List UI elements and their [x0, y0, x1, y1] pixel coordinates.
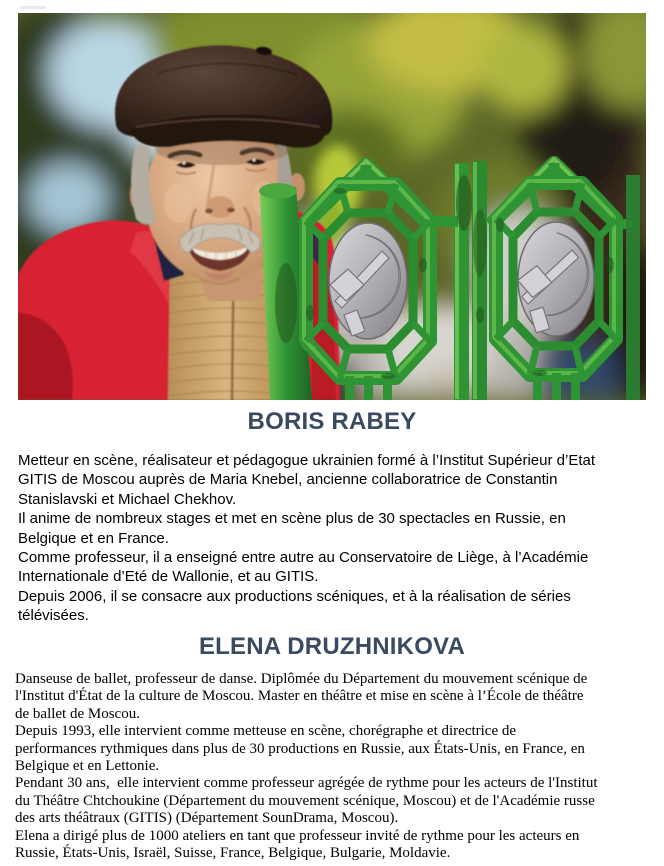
bio-line: Depuis 1993, elle intervient comme metteuse en scène, chorégraphe et directrice de — [15, 723, 517, 740]
scan-artifact — [20, 6, 46, 9]
bio-line: Belgique et en France. — [18, 529, 169, 547]
portrait-photo-svg — [18, 13, 646, 400]
bio-line: performances rythmiques dans plus de 30 productions en Russie, aux États-Unis, en France, en — [15, 740, 585, 757]
bio-elena — [15, 671, 598, 862]
portrait-photo — [18, 13, 646, 400]
bio-line: des arts théâtraux (GITIS) (Département SounDrama, Moscou). — [15, 810, 399, 827]
bio-line: Il anime de nombreux stages et met en scène plus de 30 spectacles en Russie, en — [18, 510, 566, 528]
bio-line: GITIS de Moscou auprès de Maria Knebel, ancienne collaboratrice de Constantin — [18, 471, 558, 489]
nose — [206, 196, 234, 218]
bio-line: Russie, États-Unis, Israël, Suisse, France, Belgique, Bulgarie, Moldavie. — [15, 845, 451, 862]
bio-line: de ballet de Moscou. — [15, 705, 140, 722]
bio-line: Pendant 30 ans, elle intervient comme professeur agrégée de rythme pour les acteurs de l'Institut — [15, 775, 598, 792]
bio-line: télévisées. — [18, 607, 89, 625]
bio-line: Metteur en scène, réalisateur et pédagogue ukrainien formé à l’Institut Supérieur d’Etat — [18, 452, 596, 469]
section-heading-boris: BORIS RABEY — [247, 408, 417, 435]
bio-line: Comme professeur, il a enseigné entre autre au Conservatoire de Liège, à l’Académie — [18, 549, 589, 567]
bio-line: Danseuse de ballet, professeur de danse. Diplômée du Département du mouvement scénique de — [15, 671, 588, 687]
bio-line: Internationale d’Eté de Wallonie, et au GITIS. — [18, 568, 319, 586]
bio-boris — [18, 451, 595, 626]
section-heading-elena: ELENA DRUZHNIKOVA — [198, 633, 466, 660]
bio-line: l'Institut d'État de la culture de Moscou. Master en théâtre et mise en scène à l’École de théâtre — [15, 688, 584, 705]
bio-line: Stanislavski et Michael Chekhov. — [18, 490, 237, 508]
bio-line: Depuis 2006, il se consacre aux productions scéniques, et à la réalisation de séries — [18, 587, 571, 605]
bio-line: Belgique et en Lettonie. — [15, 758, 160, 775]
bio-line: du Théâtre Chtchoukine (Département du mouvement scénique, Moscou) et de l'Académie russe — [15, 792, 595, 809]
bio-line: Elena a dirigé plus de 1000 ateliers en tant que professeur invité de rythme pour les acteurs en — [15, 827, 580, 844]
